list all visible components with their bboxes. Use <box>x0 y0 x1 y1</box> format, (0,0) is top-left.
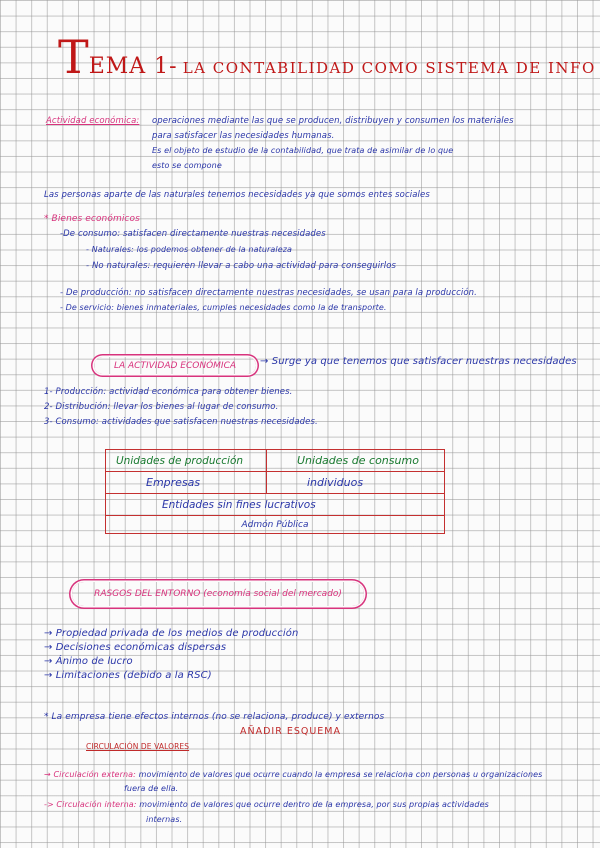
actividad-item-2: 2- Distribución: llevar los bienes al lugar de consumo. <box>44 402 279 412</box>
actividad-line1: operaciones mediante las que se producen, distribuyen y consumen los materiales <box>152 116 514 126</box>
title-letter: T <box>58 30 89 84</box>
rasgos-cloud <box>72 582 364 606</box>
cell-entidades: Entidades sin fines lucrativos <box>106 494 445 516</box>
la-actividad-arrow: → Surge ya que tenemos que satisfacer nuestras necesidades <box>260 356 577 367</box>
externa-label: → Circulación externa: <box>44 770 136 779</box>
cell-empresas: Empresas <box>106 472 267 494</box>
circulacion-heading: CIRCULACIÓN DE VALORES <box>86 742 190 751</box>
interna-text: movimiento de valores que ocurre dentro de la empresa, por sus propias actividades <box>139 800 489 809</box>
table-row <box>106 494 445 516</box>
header-consumo: Unidades de consumo <box>267 450 445 472</box>
rasgos-item-3: → Ánimo de lucro <box>44 656 133 667</box>
actividad-line3: Es el objeto de estudio de la contabilidad, que trata de asimilar de lo que <box>152 146 454 155</box>
anadir-esquema: AÑADIR ESQUEMA <box>240 726 342 737</box>
table-row <box>106 516 445 534</box>
actividad-line4: esto se compone <box>152 161 222 170</box>
units-table <box>105 449 445 534</box>
la-actividad-cloud <box>94 357 256 374</box>
bienes-no-naturales: - No naturales: requieren llevar a cabo una actividad para conseguirlos <box>86 261 397 271</box>
externa-cont: fuera de ella. <box>124 784 179 793</box>
interna-label: -> Circulación interna: <box>44 800 137 809</box>
table-row <box>106 472 445 494</box>
la-actividad-cloud-label: LA ACTIVIDAD ECONÓMICA <box>113 360 237 371</box>
actividad-item-1: 1- Producción: actividad económica para obtener bienes. <box>44 387 293 397</box>
header-produccion: Unidades de producción <box>106 450 267 472</box>
bienes-heading: * Bienes económicos <box>44 214 140 224</box>
rasgos-cloud-label: RASGOS DEL ENTORNO (economía social del mercado) <box>94 589 342 599</box>
interna-cont: internas. <box>146 815 183 824</box>
table-row <box>106 450 445 472</box>
bienes-servicio: - De servicio: bienes inmateriales, cumples necesidades como la de transporte. <box>60 303 387 312</box>
rasgos-item-2: → Decisiones económicas dispersas <box>44 642 227 653</box>
empresa-line: * La empresa tiene efectos internos (no se relaciona, produce) y externos <box>44 712 385 722</box>
actividad-item-3: 3- Consumo: actividades que satisfacen nuestras necesidades. <box>44 417 318 427</box>
actividad-label: Actividad económica: <box>46 116 140 126</box>
externa-text: movimiento de valores que ocurre cuando la empresa se relaciona con personas u organizaciones <box>138 770 543 779</box>
interna-row <box>44 800 489 809</box>
cell-admon: Admón Pública <box>106 516 445 534</box>
cell-individuos: individuos <box>267 472 445 494</box>
bienes-consumo: -De consumo: satisfacen directamente nuestras necesidades <box>60 229 326 239</box>
externa-row <box>44 770 542 779</box>
rasgos-item-4: → Limitaciones (debido a la RSC) <box>44 670 212 681</box>
actividad-line2: para satisfacer las necesidades humanas. <box>152 131 335 141</box>
rasgos-item-1: → Propiedad privada de los medios de producción <box>44 628 299 639</box>
bienes-naturales: - Naturales: los podemos obtener de la naturaleza <box>86 245 293 254</box>
personas-text: Las personas aparte de las naturales tenemos necesidades ya que somos entes sociales <box>44 190 430 200</box>
title-rest: LA CONTABILIDAD COMO SISTEMA DE INFO <box>182 59 596 77</box>
title-tema: EMA 1- <box>88 54 178 79</box>
page-title <box>58 30 596 84</box>
bienes-produccion: - De producción: no satisfacen directamente nuestras necesidades, se usan para la producción. <box>60 288 477 298</box>
